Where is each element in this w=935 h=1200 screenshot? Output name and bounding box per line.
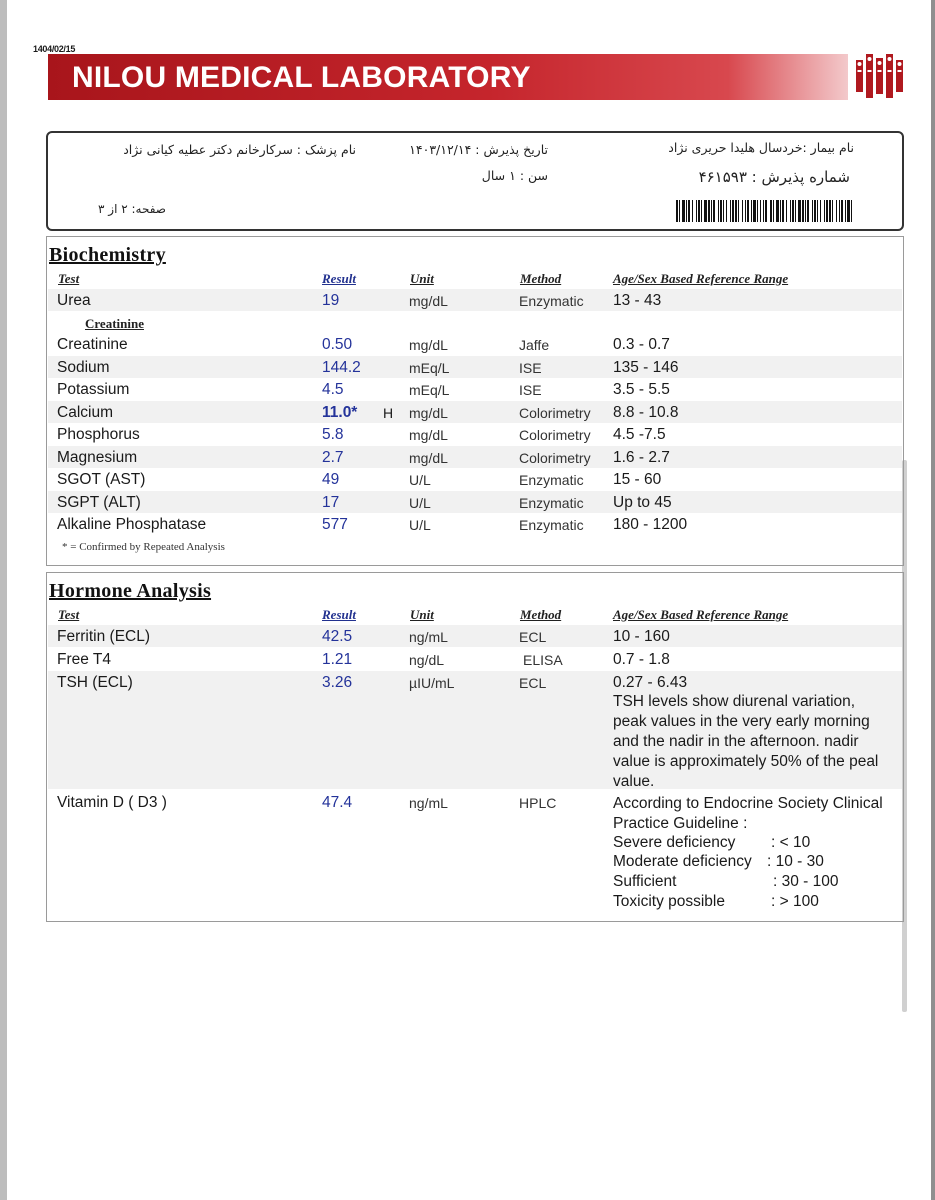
reference-range: 13 - 43 — [613, 292, 662, 309]
reference-range: 135 - 146 — [613, 359, 679, 376]
method: Colorimetry — [519, 405, 591, 421]
method: Enzymatic — [519, 495, 584, 511]
result-value: 1.21 — [322, 651, 353, 668]
result-value: 47.4 — [322, 794, 353, 811]
result-value: 19 — [322, 292, 340, 309]
result-value: 2.7 — [322, 449, 344, 466]
unit: µIU/mL — [409, 675, 455, 691]
result-value: 144.2 — [322, 359, 361, 376]
unit: mEq/L — [409, 382, 450, 398]
reference-range: 180 - 1200 — [613, 516, 688, 533]
vitamin-d-guideline — [613, 794, 903, 834]
col-header-range: Age/Sex Based Reference Range — [613, 607, 789, 622]
test-name: Potassium — [57, 381, 130, 398]
table-row — [48, 378, 902, 400]
method: Colorimetry — [519, 427, 591, 443]
hormone-title: Hormone Analysis — [49, 580, 212, 602]
method: ECL — [519, 629, 547, 645]
unit: mg/dL — [409, 293, 448, 309]
reference-range: 4.5 -7.5 — [613, 426, 666, 443]
unit: mg/dL — [409, 405, 448, 421]
test-name: Calcium — [57, 404, 113, 421]
vitd-level-label: Sufficient — [613, 873, 677, 890]
page-number: صفحه: ۲ از ۳ — [98, 202, 166, 216]
tsh-note-line: value. — [613, 773, 655, 790]
print-date: 1404/02/15 — [33, 44, 76, 54]
reference-range: 3.5 - 5.5 — [613, 381, 670, 398]
tsh-note — [613, 692, 878, 792]
page-left-edge — [0, 0, 7, 1200]
vitd-level-label: Severe deficiency — [613, 834, 736, 851]
result-value: 49 — [322, 471, 340, 488]
method: ECL — [519, 675, 547, 691]
tsh-note-line: TSH levels show diurenal variation, — [613, 693, 856, 710]
patient-age: سن : ۱ سال — [481, 168, 548, 183]
col-header-test: Test — [58, 271, 80, 286]
reference-range: 15 - 60 — [613, 471, 662, 488]
vitd-level-value: : > 100 — [771, 893, 819, 910]
barcode — [676, 200, 854, 222]
unit: mg/dL — [409, 450, 448, 466]
vitd-level-value: : 10 - 30 — [767, 853, 824, 870]
col-header-range: Age/Sex Based Reference Range — [613, 271, 789, 286]
reference-range: 0.3 - 0.7 — [613, 336, 670, 353]
test-name: Sodium — [57, 359, 110, 376]
reference-range: 0.27 - 6.43 — [613, 674, 688, 691]
unit: mg/dL — [409, 337, 448, 353]
lab-name: NILOU MEDICAL LABORATORY — [72, 61, 531, 94]
result-value: 0.50 — [322, 336, 353, 353]
unit: ng/dL — [409, 652, 445, 668]
result-value: 42.5 — [322, 628, 353, 645]
admission-number: شماره پذیرش : ۴۶۱۵۹۳ — [698, 168, 850, 186]
test-name: TSH (ECL) — [57, 674, 133, 691]
table-row — [48, 468, 902, 490]
method: ELISA — [523, 652, 563, 668]
result-value: 4.5 — [322, 381, 344, 398]
method: ISE — [519, 382, 542, 398]
test-name: Vitamin D ( D3 ) — [57, 794, 167, 811]
guideline-line: According to Endocrine Society Clinical — [613, 795, 883, 812]
admission-date: تاریخ پذیرش : ۱۴۰۳/۱۲/۱۴ — [409, 142, 548, 157]
method: HPLC — [519, 795, 557, 811]
result-value: 3.26 — [322, 674, 353, 691]
unit: U/L — [409, 495, 431, 511]
col-header-test: Test — [58, 607, 80, 622]
result-value: 17 — [322, 494, 340, 511]
reference-range: 0.7 - 1.8 — [613, 651, 670, 668]
guideline-line: Practice Guideline : — [613, 815, 748, 832]
unit: U/L — [409, 517, 431, 533]
lab-banner — [48, 54, 848, 100]
test-name: SGOT (AST) — [57, 471, 146, 488]
lab-logo-icon — [852, 48, 908, 104]
col-header-unit: Unit — [410, 271, 434, 286]
table-row — [48, 648, 902, 670]
footnote: * = Confirmed by Repeated Analysis — [62, 541, 225, 553]
table-row — [48, 289, 902, 311]
method: Enzymatic — [519, 293, 584, 309]
reference-range: Up to 45 — [613, 494, 672, 511]
unit: mg/dL — [409, 427, 448, 443]
biochemistry-title: Biochemistry — [49, 244, 166, 266]
table-row — [48, 423, 902, 445]
vitd-level-value: : 30 - 100 — [773, 873, 839, 890]
doctor-name: نام پزشک : سرکارخانم دکتر عطیه کیانی نژاد — [123, 142, 356, 157]
method: Colorimetry — [519, 450, 591, 466]
table-row — [48, 446, 902, 468]
test-name: Creatinine — [57, 336, 128, 353]
tsh-note-line: peak values in the very early morning — [613, 713, 870, 730]
col-header-method: Method — [520, 607, 562, 622]
table-row — [48, 333, 902, 355]
test-name: Free T4 — [57, 651, 111, 668]
unit: ng/mL — [409, 629, 448, 645]
unit: U/L — [409, 472, 431, 488]
test-name: Magnesium — [57, 449, 138, 466]
col-header-unit: Unit — [410, 607, 434, 622]
creatinine-subheading: Creatinine — [85, 316, 144, 331]
test-name: Phosphorus — [57, 426, 140, 443]
test-name: Urea — [57, 292, 91, 309]
table-row — [48, 401, 902, 423]
reference-range: 8.8 - 10.8 — [613, 404, 679, 421]
tsh-note-line: and the nadir in the afternoon. nadir — [613, 733, 859, 750]
result-value: 5.8 — [322, 426, 344, 443]
vitd-level-value: : < 10 — [771, 834, 811, 851]
unit: mEq/L — [409, 360, 450, 376]
reference-range: 1.6 - 2.7 — [613, 449, 670, 466]
page-right-edge — [931, 0, 935, 1200]
patient-name: نام بیمار :خردسال هلیدا حریری نژاد — [668, 140, 854, 155]
reference-range: 10 - 160 — [613, 628, 670, 645]
vitd-level-label: Toxicity possible — [613, 893, 725, 910]
result-flag: H — [383, 405, 394, 421]
table-row — [48, 625, 902, 647]
tsh-note-line: value is approximately 50% of the peal — [613, 753, 879, 770]
table-row — [48, 356, 902, 378]
col-header-result: Result — [322, 607, 356, 622]
method: Enzymatic — [519, 472, 584, 488]
method: Jaffe — [519, 337, 550, 353]
unit: ng/mL — [409, 795, 448, 811]
test-name: Ferritin (ECL) — [57, 628, 151, 645]
method: ISE — [519, 360, 542, 376]
table-row — [48, 513, 902, 535]
vitd-level-label: Moderate deficiency — [613, 853, 752, 870]
col-header-result: Result — [322, 271, 356, 286]
col-header-method: Method — [520, 271, 562, 286]
method: Enzymatic — [519, 517, 584, 533]
test-name: SGPT (ALT) — [57, 494, 141, 511]
test-name: Alkaline Phosphatase — [57, 516, 207, 533]
result-value: 577 — [322, 516, 348, 533]
table-row — [48, 491, 902, 513]
result-value: 11.0* — [322, 404, 358, 421]
